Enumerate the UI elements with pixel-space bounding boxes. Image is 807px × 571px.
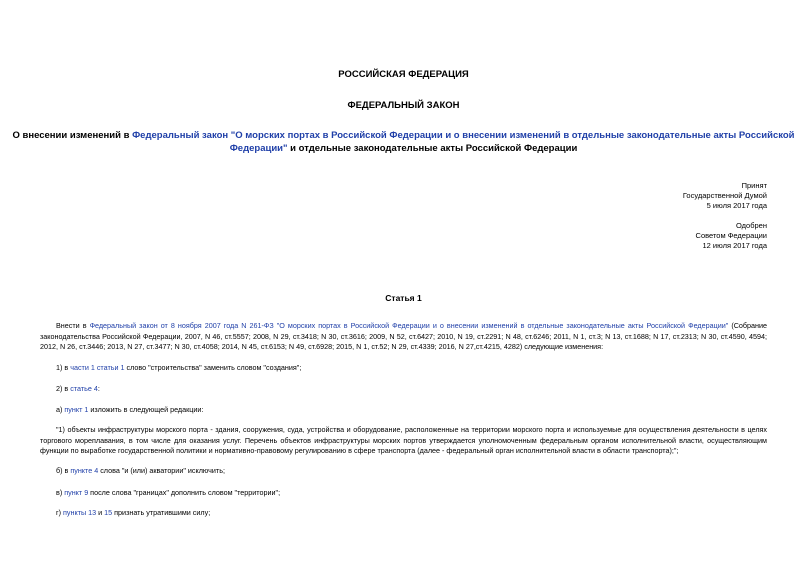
item-2-suffix: : bbox=[97, 384, 100, 393]
council-line-2: Советом Федерации bbox=[695, 231, 767, 240]
law-type-heading: ФЕДЕРАЛЬНЫЙ ЗАКОН bbox=[347, 100, 460, 111]
item-2-link[interactable]: статье 4 bbox=[70, 384, 98, 393]
item-v bbox=[40, 488, 767, 499]
item-g-link-1[interactable]: пункты 13 bbox=[63, 508, 97, 517]
duma-line-3: 5 июля 2017 года bbox=[706, 201, 767, 210]
item-a-link[interactable]: пункт 1 bbox=[64, 405, 89, 414]
duma-line-2: Государственной Думой bbox=[682, 191, 767, 200]
law-title-prefix: О внесении изменений в bbox=[12, 130, 133, 141]
item-v-prefix: в) bbox=[56, 488, 65, 497]
intro-suffix: (Собрание законодательства Российской Федерации, 2007, N 46, ст.5557; 2008, N 29, ст.3418; N 30, ст.3616; 2009, N 52, ст.6427; 2010, N 19, ст.2291; N 48, ст.6246; 2011, N 1, ст.3; N 13, ст.1688; N 17, ст.2313; N 30, ст.4590, 4594; 2012, N 26, ст.3446; 2013, N 27, ст.3477; N 30, ст.4058; 2014, N 45, ст.6153; N 49, ст.6928; 2015, N 1, ст.52; N 29, ст.4339; 2016, N 27,ст.4215, 4282) следующие изменения: bbox=[40, 321, 768, 352]
item-1-prefix: 1) в bbox=[56, 363, 71, 372]
item-g-suffix: признать утратившими силу; bbox=[112, 508, 211, 517]
intro-law-link[interactable]: Федеральный закон от 8 ноября 2007 года N 261-ФЗ "О морских портах в Российской Федерации и о внесении изменений в отдельные законодательные акты Российской Федерации" bbox=[89, 321, 729, 330]
duma-line-1: Принят bbox=[741, 181, 767, 190]
item-1-suffix: слово "строительства" заменить словом "создания"; bbox=[124, 363, 302, 372]
council-approval bbox=[696, 221, 767, 251]
article-heading: Статья 1 bbox=[385, 293, 422, 303]
item-g-prefix: г) bbox=[56, 508, 64, 517]
item-b bbox=[40, 466, 767, 477]
item-1 bbox=[40, 363, 767, 374]
item-2 bbox=[40, 384, 767, 395]
law-title-suffix: и отдельные законодательные акты Российской Федерации bbox=[287, 143, 578, 154]
article-intro bbox=[40, 321, 767, 353]
council-line-1: Одобрен bbox=[736, 221, 767, 230]
item-a-prefix: а) bbox=[56, 405, 65, 414]
intro-prefix: Внести в bbox=[56, 321, 90, 330]
item-b-link[interactable]: пункте 4 bbox=[70, 466, 99, 475]
council-line-3: 12 июля 2017 года bbox=[702, 241, 767, 250]
country-heading: РОССИЙСКАЯ ФЕДЕРАЦИЯ bbox=[338, 69, 469, 80]
item-g bbox=[40, 508, 767, 519]
item-2-prefix: 2) в bbox=[56, 384, 71, 393]
item-1-link[interactable]: части 1 статьи 1 bbox=[70, 363, 125, 372]
item-v-suffix: после слова "границах" дополнить словом "территории"; bbox=[88, 488, 281, 497]
item-g-link-2[interactable]: 15 bbox=[104, 508, 113, 517]
item-g-mid: и bbox=[96, 508, 105, 517]
quoted-text: "1) объекты инфраструктуры морского порта - здания, сооружения, суда, устройства и оборудование, расположенные на территории морского порта и используемые для осуществления деятельности в целях торгового мореплавания, в том числе для оказания услуг. Перечень объектов инфраструктуры морских портов утверждается уполномоченным федеральным органом исполнительной власти, осуществляющим функции по выработке государственной политики и нормативно-правовому регулированию в сфере транспорта (далее - федеральный орган исполнительной власти в области транспорта);"; bbox=[40, 425, 767, 456]
item-a-suffix: изложить в следующей редакции: bbox=[88, 405, 204, 414]
item-b-suffix: слова "и (или) акватории" исключить; bbox=[98, 466, 225, 475]
duma-adoption bbox=[683, 181, 767, 211]
item-b-prefix: б) в bbox=[56, 466, 71, 475]
item-a bbox=[40, 405, 767, 416]
law-title-link[interactable]: Федеральный закон "О морских портах в Российской Федерации и о внесении изменений в отдельные законодательные акты Российской Федерации" bbox=[132, 130, 795, 154]
law-title bbox=[0, 129, 807, 155]
item-v-link[interactable]: пункт 9 bbox=[64, 488, 89, 497]
